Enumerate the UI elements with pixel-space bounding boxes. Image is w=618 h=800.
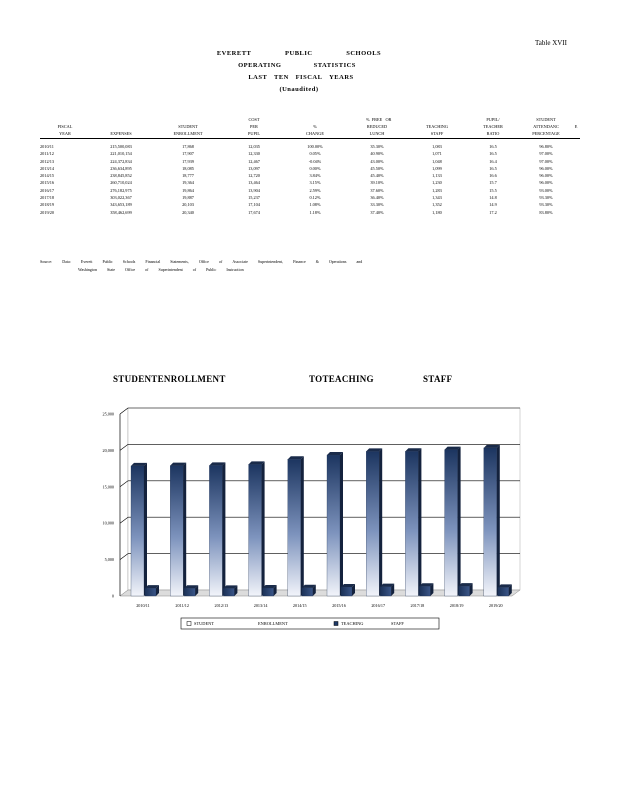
source-word: Superintendent [158,267,183,272]
teaching-staff-bar [380,587,391,596]
source-word: Instruction [226,267,244,272]
enrollment-bar-side [301,456,304,596]
source-word: Statements, [170,259,189,264]
enrollment-bar-side [497,445,500,596]
teaching-staff-bar [302,588,313,596]
source-note [40,258,460,274]
table-row [40,158,580,165]
source-word: Office [125,267,136,272]
table-cell: 45.40% [370,173,384,179]
teaching-staff-bar [145,588,156,596]
column-header: E [574,124,578,129]
table-cell: 12,467 [248,158,260,164]
table-row [40,201,580,208]
enrollment-bar-side [379,448,382,596]
table-cell: 17,939 [182,158,194,164]
table-cell: 19,864 [182,187,194,193]
enrollment-bar-side [183,463,186,596]
table-cell: 18,085 [182,165,194,171]
enrollment-bar [170,466,183,596]
table-cell: 93.00% [539,187,553,193]
table-cell: 16.4 [489,158,497,164]
table-cell: 2010/11 [40,144,54,149]
source-word: Finance [293,259,306,264]
table-cell: 3.15% [309,180,321,186]
table-cell: 93.30% [539,195,553,201]
enrollment-bar [445,450,458,596]
table-cell: 36.40% [370,195,384,201]
table-cell: 1,099 [432,165,442,171]
table-cell: 100.00% [307,144,323,149]
column-header [40,116,90,123]
table-row [40,172,580,179]
table-cell: 17,907 [182,151,194,157]
title-word: LAST [248,74,268,81]
y-tick-label: 25,000 [102,411,114,417]
legend-swatch-teaching [334,622,338,626]
chart-title [113,374,453,384]
enrollment-bar-side [340,452,343,596]
title-word: SCHOOLS [346,50,382,57]
table-cell: 96.00% [539,173,553,179]
column-header: ENROLLMENT [152,130,224,139]
table-cell: 215,500,083 [110,144,132,149]
x-tick-label: 2015/16 [332,603,346,608]
table-cell: 97.00% [539,158,553,164]
title-word: PUBLIC [285,50,313,57]
enrollment-bar [249,464,262,596]
source-word: Schools [122,259,136,264]
column-header: RATIO [466,130,520,139]
legend-label: STUDENT [194,621,215,627]
table-cell: 2019/20 [40,209,55,215]
x-tick-label: 2011/12 [175,603,189,608]
source-note-line-2 [40,266,460,274]
table-cell: 358,462,699 [110,209,132,215]
enrollment-bar [131,466,144,596]
table-cell: 83.80% [539,209,553,215]
table-row [40,187,580,194]
table-cell: 17.2 [489,209,497,215]
table-cell: 40.90% [370,151,384,157]
source-word: Superintendent, [257,259,284,264]
operating-statistics-table [40,116,580,216]
column-header: CHANGE [284,130,346,139]
x-tick-label: 2016/17 [371,603,386,608]
table-cell: 15.5 [489,187,497,193]
teaching-staff-bar [419,586,430,596]
y-tick-label: 15,000 [102,484,114,490]
table-cell: 14.8 [489,195,497,201]
table-cell: 16.6 [489,173,497,179]
table-cell: 1,133 [432,173,442,179]
column-header: TEACHING [426,124,448,129]
title-word: YEARS [329,74,354,81]
source-word: Public [102,259,113,264]
table-cell: 17,868 [182,144,194,149]
table-cell: 0.00% [309,165,321,171]
table-cell: 2016/17 [40,187,55,193]
source-word: Everett [80,259,93,264]
source-word: of [192,267,197,272]
table-cell: 39.10% [370,180,384,186]
table-row [40,179,580,186]
source-word: Associate [232,259,248,264]
table-cell: 20,340 [182,209,194,215]
table-cell: 93.30% [539,202,553,208]
column-header [572,116,580,123]
table-cell: 343,653,189 [110,202,132,208]
column-header: % [313,124,317,129]
column-header [90,123,152,130]
source-word: of [145,267,149,272]
table-cell: 276,182,975 [110,187,132,193]
table-cell: 19,887 [182,195,194,201]
source-word: Financial [145,259,161,264]
table-cell: 221,010,154 [110,151,132,157]
y-tick-label: 20,000 [102,447,114,453]
table-cell: 13,464 [248,180,260,186]
column-header [152,116,224,123]
table-cell: 0.05% [309,151,321,157]
source-word: and [356,259,363,264]
x-tick-label: 2019/20 [488,603,503,608]
chart-title-part: STUDENTENROLLMENT [113,374,226,384]
table-cell: 96.00% [539,180,553,186]
table-cell: 13,097 [248,165,260,171]
enrollment-bar [209,465,222,596]
source-word: Data: [62,259,71,264]
column-header [408,116,466,123]
table-row [40,150,580,157]
teaching-staff-bar [498,587,509,596]
title-word: FISCAL [295,74,323,81]
x-tick-label: 2010/11 [136,603,150,608]
table-cell: 260,710,024 [110,180,132,186]
table-cell: 14.9 [489,202,497,208]
x-tick-label: 2012/13 [214,603,229,608]
table-cell: 96.00% [539,165,553,171]
table-cell: 1.18% [309,209,321,215]
column-header: ATTENDANC [533,124,559,129]
y-tick-label: 10,000 [102,520,114,526]
column-header [572,130,580,139]
table-cell: 13,904 [248,187,260,193]
enrollment-bar [327,455,340,596]
source-word: & [315,259,319,264]
table-cell: 19,364 [182,180,194,186]
column-header: YEAR [40,130,90,139]
table-cell: 1,343 [432,195,442,201]
column-header: REDUCED [366,124,388,129]
table-cell: 2012/13 [40,158,55,164]
table-cell: 12,720 [248,173,260,179]
legend-label: ENROLLMENT [258,621,288,627]
table-cell: 20,103 [182,202,194,208]
x-tick-label: 2018/19 [449,603,464,608]
table-cell: 1,071 [432,151,442,157]
teaching-staff-bar [459,586,470,596]
table-cell: 1,352 [432,202,442,208]
x-tick-label: 2013/14 [253,603,268,608]
source-word: Operations [328,259,347,264]
table-cell: 16.5 [489,151,497,157]
chart-title-part: STAFF [423,374,453,384]
table-cell: -0.04% [308,158,322,164]
table-row [40,209,580,216]
y-tick-label: 0 [111,593,114,599]
column-header: STAFF [408,130,466,139]
column-header [90,116,152,123]
enrollment-bar [366,451,379,596]
table-cell: 17,104 [248,202,260,208]
enrollment-staff-chart [80,400,550,640]
enrollment-bar-side [262,461,265,596]
table-cell: 0.12% [309,195,321,201]
enrollment-bar-side [144,463,147,596]
source-word: Source: [40,259,53,264]
table-cell: 16.5 [489,165,497,171]
table-cell: 35.30% [370,144,384,149]
title-word: EVERETT [216,50,252,57]
chart-back-wall [128,408,520,590]
title-word: TEN [274,74,289,81]
source-word: of [218,259,223,264]
table-cell: 1.08% [309,202,321,208]
column-header: COST [248,117,260,122]
table-cell: 303,022,367 [110,195,132,201]
column-header: TEACHER [483,124,503,129]
table-cell: 1,048 [432,158,442,164]
table-cell: 16.5 [489,144,497,149]
table-cell: 236,634,895 [110,165,132,171]
legend-label: TEACHING [341,621,364,627]
table-label: Table XVII [535,39,567,47]
table-cell: 37.40% [370,209,384,215]
chart-title-part: TOTEACHING [309,374,374,384]
column-header: EXPENSES [90,130,152,139]
table-cell: 3.84% [309,173,321,179]
column-header [284,116,346,123]
title-line-4: (Unaudited) [279,86,319,93]
source-word: State [107,267,116,272]
source-word: Washington [78,267,98,272]
table-cell: 97.00% [539,151,553,157]
table-cell: 1,283 [432,187,442,193]
teaching-staff-bar [263,588,274,596]
enrollment-bar [288,459,301,596]
table-row [40,165,580,172]
column-header: PUPIL/ [486,117,500,122]
table-cell: 12,330 [248,151,260,157]
title-line-1 [200,50,398,57]
table-row [40,194,580,201]
table-row [40,139,580,151]
title-line-3 [245,74,357,81]
source-word: Office [198,259,209,264]
column-header: STUDENT [178,124,198,129]
x-tick-label: 2017/18 [410,603,425,608]
legend-label: STAFF [391,621,404,627]
table-cell: 2013/14 [40,165,55,171]
table-cell: 17,674 [248,209,260,215]
table-cell: 1,180 [432,209,442,215]
teaching-staff-bar [184,588,195,596]
table-cell: 2011/12 [40,151,54,157]
teaching-staff-bar [223,588,234,596]
table-cell: 2017/18 [40,195,55,201]
column-header: % FREE OR [366,117,392,122]
table-cell: 15.7 [489,180,497,186]
column-header: FISCAL [57,124,73,129]
column-header: STUDENT [536,117,556,122]
title-word: STATISTICS [313,62,356,69]
table-cell: 18,777 [182,173,194,179]
chart-side-wall [120,408,128,596]
enrollment-bar [405,451,418,596]
table-cell: 1,230 [432,180,442,186]
source-word: Public [206,267,217,272]
enrollment-bar-side [418,448,421,596]
table-cell: 1,083 [432,144,442,149]
table-cell: 33.30% [370,202,384,208]
table-cell: 2015/16 [40,180,55,186]
title-word: OPERATING [238,62,282,69]
column-header: PERCENTAGE [520,130,572,139]
table-cell: 96.80% [539,144,553,149]
legend-swatch-enrollment [187,622,191,626]
table-cell: 37.60% [370,187,384,193]
title-line-2 [222,62,372,69]
column-header: PUPIL [224,130,284,139]
table-cell: 224,372,834 [110,158,132,164]
enrollment-bar-side [222,462,225,596]
enrollment-bar [484,448,497,596]
table-cell: 43.00% [370,158,384,164]
table-cell: 2014/15 [40,173,55,179]
y-tick-label: 5,000 [104,557,114,563]
table-cell: 2018/19 [40,202,55,208]
x-tick-label: 2014/15 [292,603,307,608]
source-note-line-1 [40,258,460,266]
table-cell: 15,237 [248,195,260,201]
column-header: PER [250,124,258,129]
table-cell: 2.59% [309,187,321,193]
enrollment-bar-side [458,447,461,596]
column-header: LUNCH [346,130,408,139]
table-cell: 238,845,852 [110,173,132,179]
teaching-staff-bar [341,587,352,596]
table-cell: 12,035 [248,144,260,149]
table-cell: 45.50% [370,165,384,171]
